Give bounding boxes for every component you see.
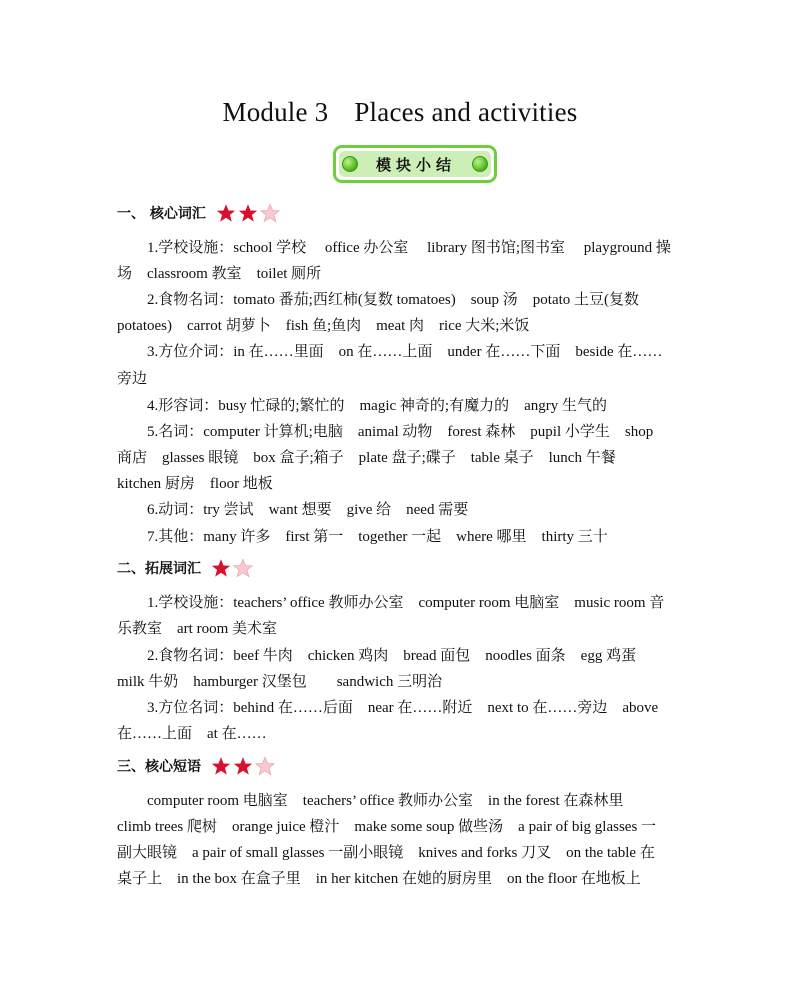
page-title [0, 97, 800, 128]
badge-label: 模块小结 [375, 155, 456, 174]
section-heading-core-phrases [117, 756, 277, 776]
text-line: 场 classroom 教室 toilet 厕所 [117, 266, 322, 282]
text-line: 5.名词：computer 计算机;电脑 animal 动物 forest 森林 pupil 小学生 shop [147, 424, 654, 440]
section-heading-text: 一、 核心词汇 [117, 206, 206, 222]
green-dot-icon [342, 156, 358, 172]
module-number: Module 3 [222, 97, 329, 127]
module-subtitle: Places and activities [354, 97, 578, 127]
text-line: 7.其他：many 许多 first 第一 together 一起 where 哪里 thirty 三十 [147, 529, 608, 545]
text-line: 2.食物名词：tomato 番茄;西红柿(复数 tomatoes) soup 汤 potato 土豆(复数 [147, 292, 640, 308]
text-line: 旁边 [117, 371, 148, 387]
star-outline-icon [255, 756, 275, 776]
green-dot-icon [472, 156, 488, 172]
text-line: 副大眼镜 a pair of small glasses 一副小眼镜 knives and forks 刀叉 on the table 在 [117, 845, 655, 861]
section-heading-text: 三、核心短语 [117, 759, 201, 775]
section-heading-text: 二、拓展词汇 [117, 561, 201, 577]
text-line: computer room 电脑室 teachers’ office 教师办公室 in the forest 在森林里 [147, 793, 624, 809]
text-line: 3.方位介词：in 在……里面 on 在……上面 under 在……下面 beside 在…… [147, 344, 663, 360]
star-outline-icon [260, 203, 280, 223]
text-line: potatoes) carrot 胡萝卜 fish 鱼;鱼肉 meat 肉 rice 大米;米饭 [117, 318, 530, 334]
star-outline-icon [233, 558, 253, 578]
text-line: 乐教室 art room 美术室 [117, 621, 277, 637]
star-icon [211, 756, 231, 776]
rating-stars [211, 558, 255, 578]
text-line: 桌子上 in the box 在盒子里 in her kitchen 在她的厨房里 on the floor 在地板上 [117, 871, 641, 887]
text-line: 在……上面 at 在…… [117, 726, 267, 742]
text-line: 3.方位名词：behind 在……后面 near 在……附近 next to 在……旁边 above [147, 700, 659, 716]
rating-stars [216, 203, 282, 223]
section-heading-core-vocab [117, 203, 282, 223]
text-line: 1.学校设施：teachers’ office 教师办公室 computer room 电脑室 music room 音 [147, 595, 665, 611]
star-icon [216, 203, 236, 223]
text-line: kitchen 厨房 floor 地板 [117, 476, 273, 492]
text-line: 商店 glasses 眼镜 box 盒子;箱子 plate 盘子;碟子 table 桌子 lunch 午餐 [117, 450, 616, 466]
rating-stars [211, 756, 277, 776]
section-heading-extended-vocab [117, 558, 255, 578]
text-line: climb trees 爬树 orange juice 橙汁 make some soup 做些汤 a pair of big glasses 一 [117, 819, 657, 835]
star-icon [238, 203, 258, 223]
text-line: 2.食物名词：beef 牛肉 chicken 鸡肉 bread 面包 noodles 面条 egg 鸡蛋 [147, 648, 637, 664]
text-line: 1.学校设施：school 学校 office 办公室 library 图书馆;图书室 playground 操 [147, 240, 671, 256]
star-icon [211, 558, 231, 578]
text-line: 6.动词：try 尝试 want 想要 give 给 need 需要 [147, 502, 469, 518]
text-line: 4.形容词：busy 忙碌的;繁忙的 magic 神奇的;有魔力的 angry 生气的 [147, 398, 607, 414]
star-icon [233, 756, 253, 776]
summary-badge [333, 145, 497, 183]
text-line: milk 牛奶 hamburger 汉堡包 sandwich 三明治 [117, 674, 443, 690]
